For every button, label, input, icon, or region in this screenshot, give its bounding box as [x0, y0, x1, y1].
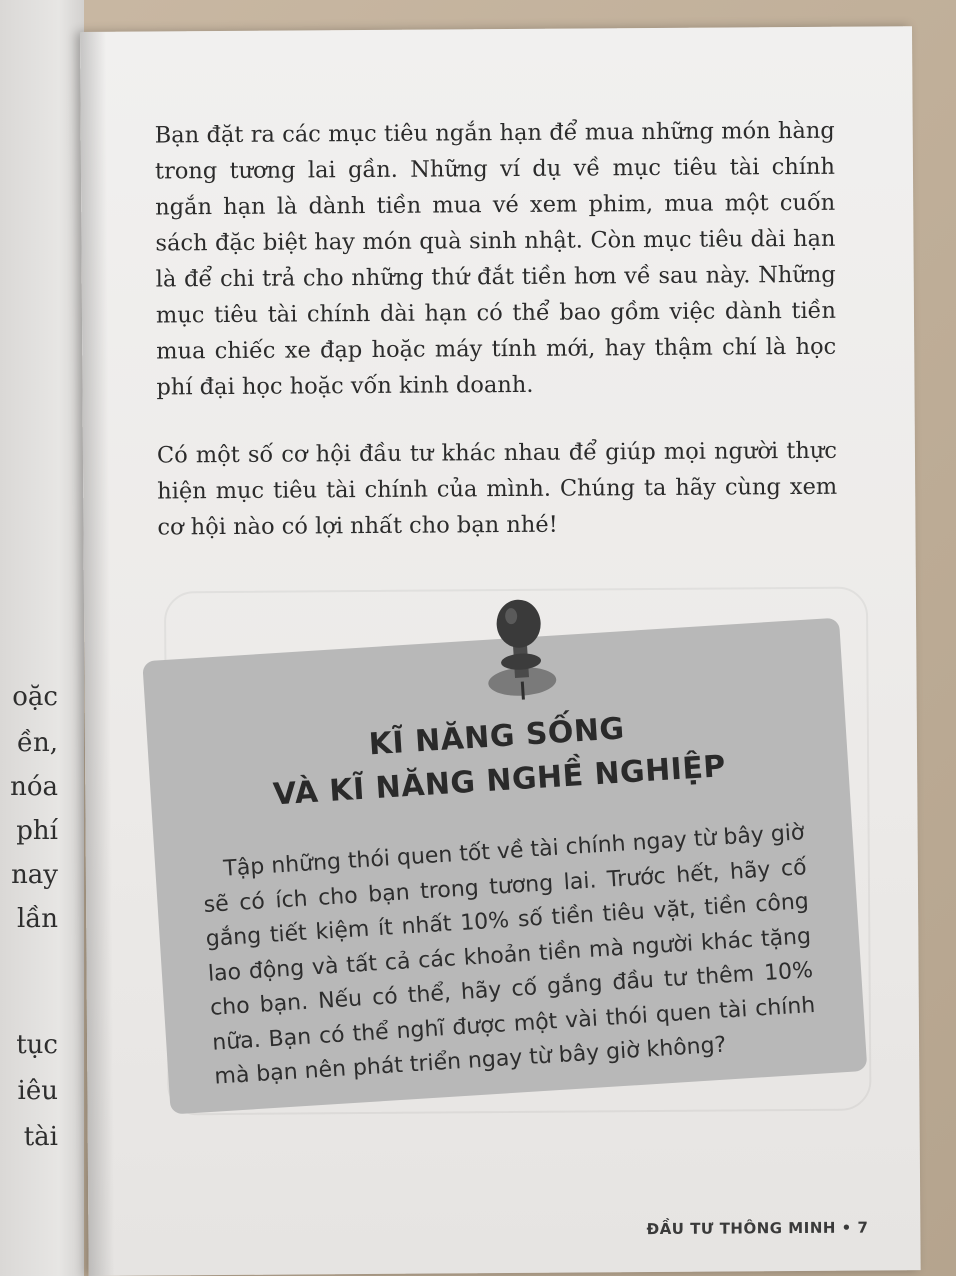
previous-page: [0, 0, 84, 1276]
previous-page-text: nóa: [10, 772, 58, 802]
callout-title-line-2: VÀ KĨ NĂNG NGHỀ NGHIỆP: [272, 749, 727, 813]
pushpin-icon: [477, 593, 564, 708]
page-footer: ĐẦU TƯ THÔNG MINH • 7: [646, 1218, 869, 1239]
previous-page-text: tài: [23, 1122, 58, 1152]
body-paragraph-1: Bạn đặt ra các mục tiêu ngắn hạn để mua những món hàng trong tương lai gần. Những ví dụ về mục tiêu tài chính ngắn hạn là dành tiền mua vé xem phim, mua một cuốn sách đặc biệt hay món quà sinh nhật. Còn mục tiêu dài hạn là để chi trả cho những thứ đắt tiền hơn về sau này. Những mục tiêu tài chính dài hạn có thể bao gồm việc dành tiền mua chiếc xe đạp hoặc máy tính mới, hay thậm chí là học phí đại học hoặc vốn kinh doanh.: [154, 117, 837, 401]
previous-page-text: lần: [17, 904, 58, 934]
previous-page-text: oặc: [12, 682, 58, 712]
previous-page-text: iêu: [17, 1076, 58, 1106]
callout-title-line-1: KĨ NĂNG SỐNG: [367, 711, 626, 763]
previous-page-text: ền,: [16, 728, 58, 758]
callout-body: Tập những thói quen tốt về tài chính ngay từ bây giờ sẽ có ích cho bạn trong tương lai. Trước hết, hãy cố gắng tiết kiệm ít nhất 10% số tiền tiêu vặt, tiền công lao động và tất cả các khoản tiền mà người khác tặng cho bạn. Nếu có thể, hãy cố gắng đầu tư thêm 10% nữa. Bạn có thể nghĩ được một vài thói quen tài chính mà bạn nên phát triển ngay từ bây giờ không?: [202, 820, 816, 1090]
previous-page-text: tục: [16, 1030, 58, 1060]
callout-title: [147, 693, 849, 825]
previous-page-text: phí: [16, 816, 58, 846]
skills-callout-box: [142, 618, 867, 1115]
book-page: [80, 26, 921, 1276]
previous-page-text: nay: [11, 860, 58, 890]
page-gutter-shadow: [80, 32, 115, 1276]
body-paragraph-2: Có một số cơ hội đầu tư khác nhau để giúp mọi người thực hiện mục tiêu tài chính của mình. Chúng ta hãy cùng xem cơ hội nào có lợi nhất cho bạn nhé!: [156, 437, 838, 541]
